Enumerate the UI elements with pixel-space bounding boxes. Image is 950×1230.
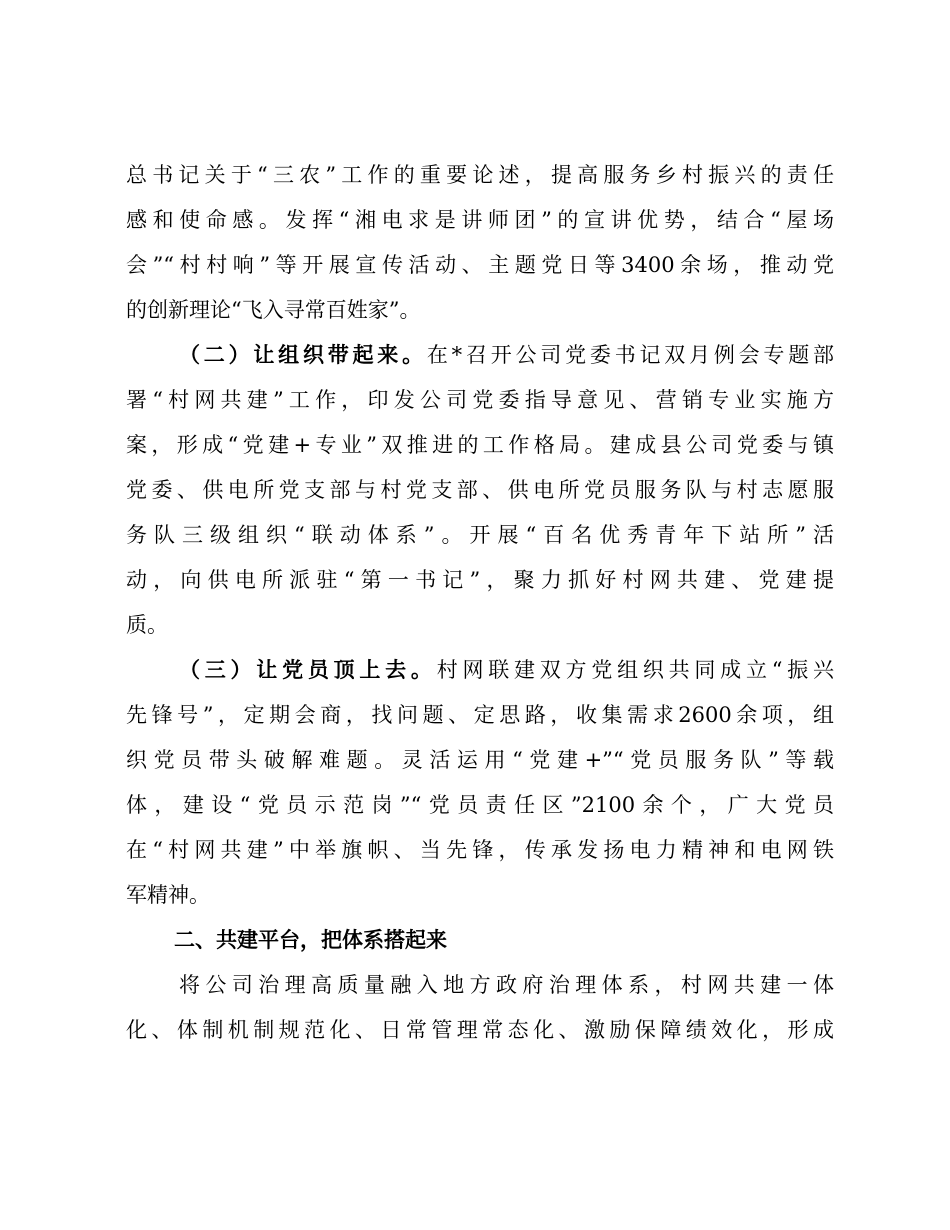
paragraph-3 [126,648,834,918]
paragraph-first-line [126,333,834,378]
paragraph-first-line: 将公司治理高质量融入地方政府治理体系，村网共建一体 [179,973,834,997]
section-heading: 二、共建平台，把体系搭起来 [174,928,447,952]
paragraph-line: 总书记关于“三农”工作的重要论述，提高服务乡村振兴的责任 [126,163,834,187]
paragraph-4 [126,963,834,1053]
paragraph-first-line [126,648,834,693]
paragraph-line: 织党员带头破解难题。灵活运用“党建+”“党员服务队”等载 [126,748,834,772]
paragraph-line: 动，向供电所派驻“第一书记”，聚力抓好村网共建、党建提 [126,568,834,592]
paragraph-line: 务队三级组织“联动体系”。开展“百名优秀青年下站所”活 [126,523,834,547]
paragraph-1 [126,153,834,333]
paragraph-line: 军精神。 [126,883,210,907]
paragraph-line: 党委、供电所党支部与村党支部、供电所党员服务队与村志愿服 [126,478,834,502]
paragraph-line: 体，建设“党员示范岗”“党员责任区”2100余个，广大党员 [126,793,834,817]
paragraph-line: 先锋号”，定期会商，找问题、定思路，收集需求2600余项，组 [126,703,834,727]
subsection-lead: （二）让组织带起来。 [179,343,427,367]
paragraph-line: 署“村网共建”工作，印发公司党委指导意见、营销专业实施方 [126,388,834,412]
paragraph-line: 案，形成“党建+专业”双推进的工作格局。建成县公司党委与镇 [126,433,834,457]
paragraph-text: 在*召开公司党委书记双月例会专题部 [426,343,835,367]
subsection-lead: （三）让党员顶上去。 [179,658,437,682]
paragraph-line: 感和使命感。发挥“湘电求是讲师团”的宣讲优势，结合“屋场 [126,208,834,232]
paragraph-text: 村网联建双方党组织共同成立“振兴 [436,658,834,682]
paragraph-line: 的创新理论“飞入寻常百姓家”。 [126,298,421,322]
paragraph-line: 化、体制机制规范化、日常管理常态化、激励保障绩效化，形成 [126,1018,834,1042]
paragraph-line: 在“村网共建”中举旗帜、当先锋，传承发扬电力精神和电网铁 [126,838,834,862]
paragraph-line: 会”“村村响”等开展宣传活动、主题党日等3400余场，推动党 [126,253,834,277]
paragraph-line: 质。 [126,613,168,637]
paragraph-2 [126,333,834,648]
document-body [126,153,834,1053]
